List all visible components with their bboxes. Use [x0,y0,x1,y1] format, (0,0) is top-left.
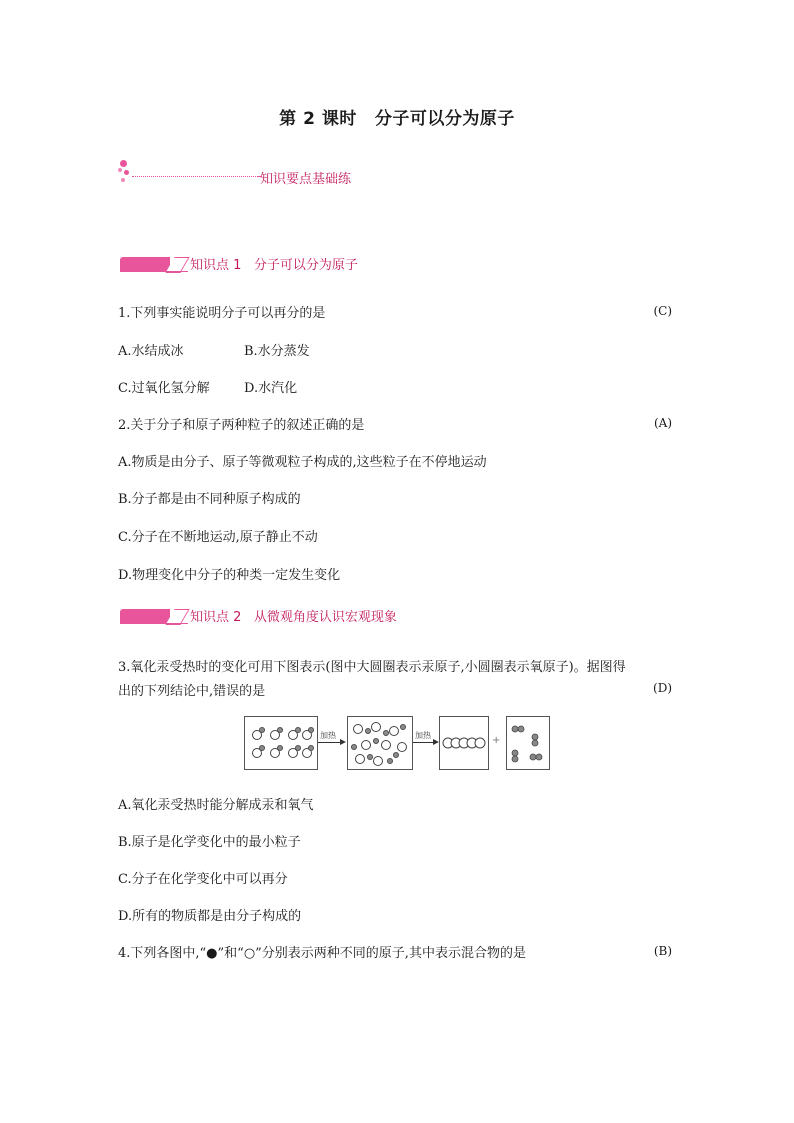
banner-dotted-line [132,176,258,177]
question-3-option-d: D.所有的物质都是由分子构成的 [118,909,302,924]
question-1-option-c: C.过氧化氢分解 [118,381,210,396]
section-banner [118,158,378,188]
diagram-box-oxygen [506,716,550,770]
question-1-stem: 1.下列事实能说明分子可以再分的是 [118,306,326,321]
oxygen-molecules-icon [507,717,549,769]
mercury-atoms-icon [440,717,488,769]
kp-title: 分子可以分为原子 [253,258,358,273]
diagram-box-atoms [347,716,413,770]
lesson-title: 分子可以分为原子 [374,109,515,129]
separated-atoms-icon [348,717,412,769]
question-3-answer: (D) [653,681,672,695]
page-title [0,104,794,129]
kp-title: 从微观角度认识宏观现象 [253,610,397,625]
question-1-answer: (C) [653,304,672,318]
question-4-answer: (B) [653,944,672,958]
kp-label: 知识点 1 [190,258,242,273]
kp-tab-icon [120,257,170,271]
kp-tab-icon [120,609,170,623]
arrow-right-icon [413,742,437,743]
arrow-label-heating-2: 加热 [415,731,431,740]
question-2-stem: 2.关于分子和原子两种粒子的叙述正确的是 [118,418,365,433]
question-1-option-a: A.水结成冰 [118,344,184,359]
question-2-option-a: A.物质是由分子、原子等微观粒子构成的,这些粒子在不停地运动 [118,455,487,470]
question-4-stem: 4.下列各图中,“●”和“○”分别表示两种不同的原子,其中表示混合物的是 [118,946,526,961]
question-1-option-b: B.水分蒸发 [244,344,310,359]
section-banner-label: 知识要点基础练 [260,172,352,187]
question-3-option-c: C.分子在化学变化中可以再分 [118,872,288,887]
question-2-option-c: C.分子在不断地运动,原子静止不动 [118,530,318,545]
question-2-option-d: D.物理变化中分子的种类一定发生变化 [118,568,341,583]
question-3-option-a: A.氧化汞受热时能分解成汞和氧气 [118,798,314,813]
arrow-label-heating-1: 加热 [320,731,336,740]
diagram-box-mercury [439,716,489,770]
mercury-oxide-decomposition-diagram [244,716,550,770]
question-2-option-b: B.分子都是由不同种原子构成的 [118,492,301,507]
question-3-stem-line2: 出的下列结论中,错误的是 [118,684,266,699]
knowledge-point-2-header [118,609,518,627]
knowledge-point-1-header [118,257,518,275]
diagram-box-mercury-oxide [244,716,318,770]
arrow-right-icon [318,742,344,743]
question-1-option-d: D.水汽化 [244,381,298,396]
mercury-oxide-molecules-icon [245,717,317,769]
question-2-answer: (A) [653,416,672,430]
lesson-number: 第 2 课时 [279,109,357,129]
plus-sign: + [492,735,501,746]
question-3-option-b: B.原子是化学变化中的最小粒子 [118,835,301,850]
question-3-stem-line1: 3.氧化汞受热时的变化可用下图表示(图中大圆圈表示汞原子,小圆圈表示氧原子)。据图得 [118,660,626,675]
kp-label: 知识点 2 [190,610,242,625]
